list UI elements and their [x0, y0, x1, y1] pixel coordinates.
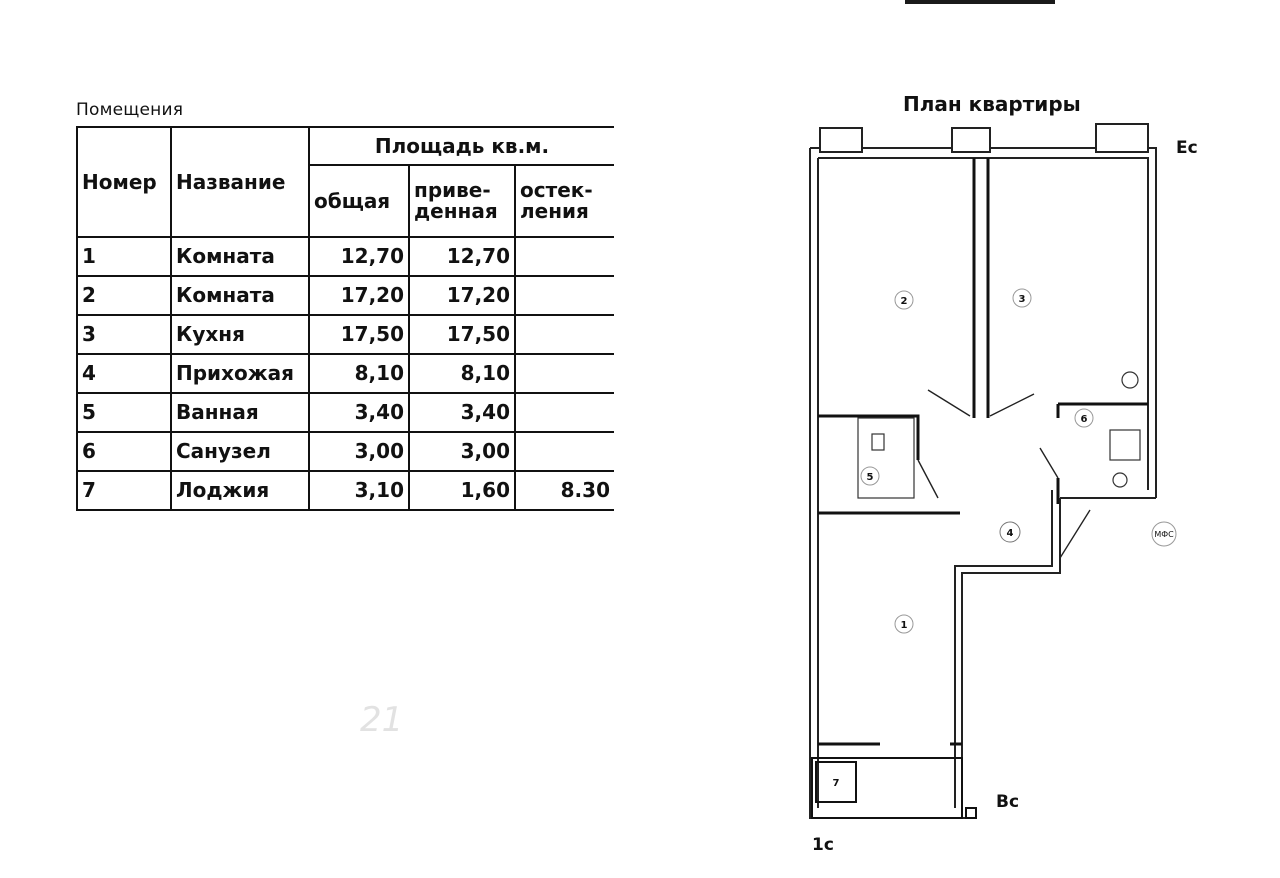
- cell-name: Санузел: [171, 432, 309, 471]
- cell-reduced-area: 17,20: [409, 276, 515, 315]
- axis-label-1c: 1c: [812, 835, 834, 855]
- header-area-group: Площадь кв.м.: [309, 127, 614, 165]
- bathroom-fixtures: [858, 372, 1140, 498]
- room-marker-7: 7: [832, 778, 840, 789]
- cell-number: 2: [77, 276, 171, 315]
- room-marker-3: 3: [1018, 294, 1026, 305]
- riser-marker: [1152, 522, 1176, 546]
- cell-total-area: 3,10: [309, 471, 409, 510]
- cell-total-area: 3,40: [309, 393, 409, 432]
- cell-name: Кухня: [171, 315, 309, 354]
- room-marker-2: 2: [900, 296, 908, 307]
- cell-name: Прихожая: [171, 354, 309, 393]
- cell-total-area: 8,10: [309, 354, 409, 393]
- room-marker-5: 5: [866, 472, 874, 483]
- room-marker-6: 6: [1080, 414, 1088, 425]
- rooms-caption: Помещения: [76, 100, 184, 120]
- table-row: [77, 354, 614, 393]
- axis-label-ec: Ec: [1176, 138, 1198, 158]
- cell-name: Лоджия: [171, 471, 309, 510]
- header-reduced: приве- денная: [409, 165, 515, 237]
- cell-name: Ванная: [171, 393, 309, 432]
- cell-glazing-area: [515, 315, 614, 354]
- top-edge-mark: [905, 0, 1055, 4]
- cell-total-area: 17,50: [309, 315, 409, 354]
- cell-number: 7: [77, 471, 171, 510]
- axis-label-bc: Bc: [996, 792, 1020, 812]
- cell-glazing-area: [515, 393, 614, 432]
- cell-reduced-area: 3,00: [409, 432, 515, 471]
- cell-glazing-area: [515, 237, 614, 276]
- table-row: [77, 315, 614, 354]
- cell-number: 6: [77, 432, 171, 471]
- cell-glazing-area: 8.30: [515, 471, 614, 510]
- cell-glazing-area: [515, 276, 614, 315]
- cell-glazing-area: [515, 432, 614, 471]
- cell-reduced-area: 1,60: [409, 471, 515, 510]
- table-row: [77, 237, 614, 276]
- cell-reduced-area: 3,40: [409, 393, 515, 432]
- table-row: [77, 393, 614, 432]
- cell-name: Комната: [171, 237, 309, 276]
- header-glazing: остек- ления: [515, 165, 614, 237]
- inner-walls: [818, 158, 1148, 744]
- rooms-table: [76, 126, 614, 511]
- cell-reduced-area: 17,50: [409, 315, 515, 354]
- cell-number: 3: [77, 315, 171, 354]
- cell-reduced-area: 8,10: [409, 354, 515, 393]
- room-marker-4: 4: [1006, 528, 1014, 539]
- cell-total-area: 12,70: [309, 237, 409, 276]
- cell-number: 5: [77, 393, 171, 432]
- apartment-floor-plan: [790, 118, 1180, 838]
- table-row: [77, 471, 614, 510]
- plan-title: План квартиры: [903, 92, 1081, 116]
- cell-total-area: 17,20: [309, 276, 409, 315]
- cell-name: Комната: [171, 276, 309, 315]
- cell-number: 4: [77, 354, 171, 393]
- header-number: Номер: [77, 127, 171, 237]
- cell-total-area: 3,00: [309, 432, 409, 471]
- room-marker-1: 1: [900, 620, 908, 631]
- table-row: [77, 432, 614, 471]
- riser-label: МФС: [1154, 530, 1174, 539]
- header-total: общая: [309, 165, 409, 237]
- table-row: [77, 276, 614, 315]
- outer-walls: [810, 148, 1156, 818]
- cell-glazing-area: [515, 354, 614, 393]
- header-name: Название: [171, 127, 309, 237]
- cell-reduced-area: 12,70: [409, 237, 515, 276]
- watermark-text: 21: [360, 700, 404, 740]
- cell-number: 1: [77, 237, 171, 276]
